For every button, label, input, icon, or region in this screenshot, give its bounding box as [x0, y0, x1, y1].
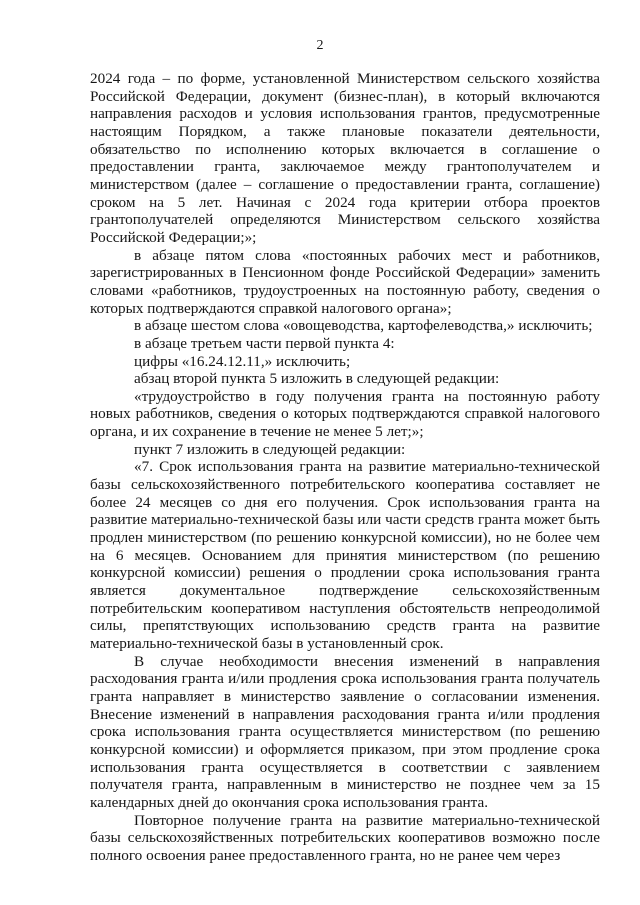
paragraph: Повторное получение гранта на развитие материально-технической базы сельскохозяйственных потребительских кооперативов возможно после полного освоения ранее предоставленного гранта, но не ранее чем через: [90, 811, 600, 864]
paragraph: в абзаце третьем части первой пункта 4:: [134, 334, 395, 352]
paragraph: в абзаце шестом слова «овощеводства, картофелеводства,» исключить;: [134, 317, 593, 335]
paragraph: пункт 7 изложить в следующей редакции:: [134, 440, 406, 458]
paragraph: абзац второй пункта 5 изложить в следующей редакции:: [134, 370, 500, 388]
page-number: 2: [316, 38, 324, 53]
document-body: [90, 70, 600, 865]
paragraph: 2024 года – по форме, установленной Министерством сельского хозяйства Российской Федерации, документ (бизнес-план), в который включаются направления расходов и условия использования грантов, предусмотренные настоящим Порядком, а также плановые показатели деятельности, обязательство по исполнению которых включается в соглашение о предоставлении гранта, заключаемое между грантополучателем и министерством (далее – соглашение о предоставлении гранта, соглашение) сроком на 5 лет. Начиная с 2024 года критерии отбора проектов грантополучателей определяются Министерством сельского хозяйства Российской Федерации;»;: [90, 70, 600, 246]
paragraph: в абзаце пятом слова «постоянных рабочих мест и работников, зарегистрированных в Пенсионном фонде Российской Федерации» заменить словами «работников, трудоустроенных на постоянную работу, сведения о которых подтверждаются справкой налогового органа»;: [90, 246, 600, 317]
paragraph: «трудоустройство в году получения гранта на постоянную работу новых работников, сведения о которых подтверждаются справкой налогового органа, и их сохранение в течение не менее 5 лет;»;: [90, 387, 600, 441]
paragraph: цифры «16.24.12.11,» исключить;: [134, 352, 351, 370]
paragraph: В случае необходимости внесения изменений в направления расходования гранта и/или продления срока использования гранта получатель гранта направляет в министерство заявление о согласовании изменения. Внесение изменений в направления расходования гранта и/или продления срока использования гранта осуществляется министерством (по решению конкурсной комиссии) и оформляется приказом, при этом продление срока использования гранта осуществляется в соответствии с заявлением получателя гранта, направленным в министерство не позднее чем за 15 календарных дней до окончания срока использования гранта.: [90, 652, 600, 811]
paragraph: «7. Срок использования гранта на развитие материально-технической базы сельскохозяйственного потребительского кооператива составляет не более 24 месяцев со дня его получения. Срок использования гранта на развитие материально-технической базы или части средств гранта может быть продлен министерством (по решению конкурсной комиссии), но не более чем на 6 месяцев. Основанием для принятия министерством (по решению конкурсной комиссии) решения о продлении срока использования гранта является документальное подтверждение сельскохозяйственным потребительским кооперативом наступления обстоятельств непреодолимой силы, препятствующих использованию средств гранта на развитие материально-технической базы в установленный срок.: [90, 458, 600, 652]
